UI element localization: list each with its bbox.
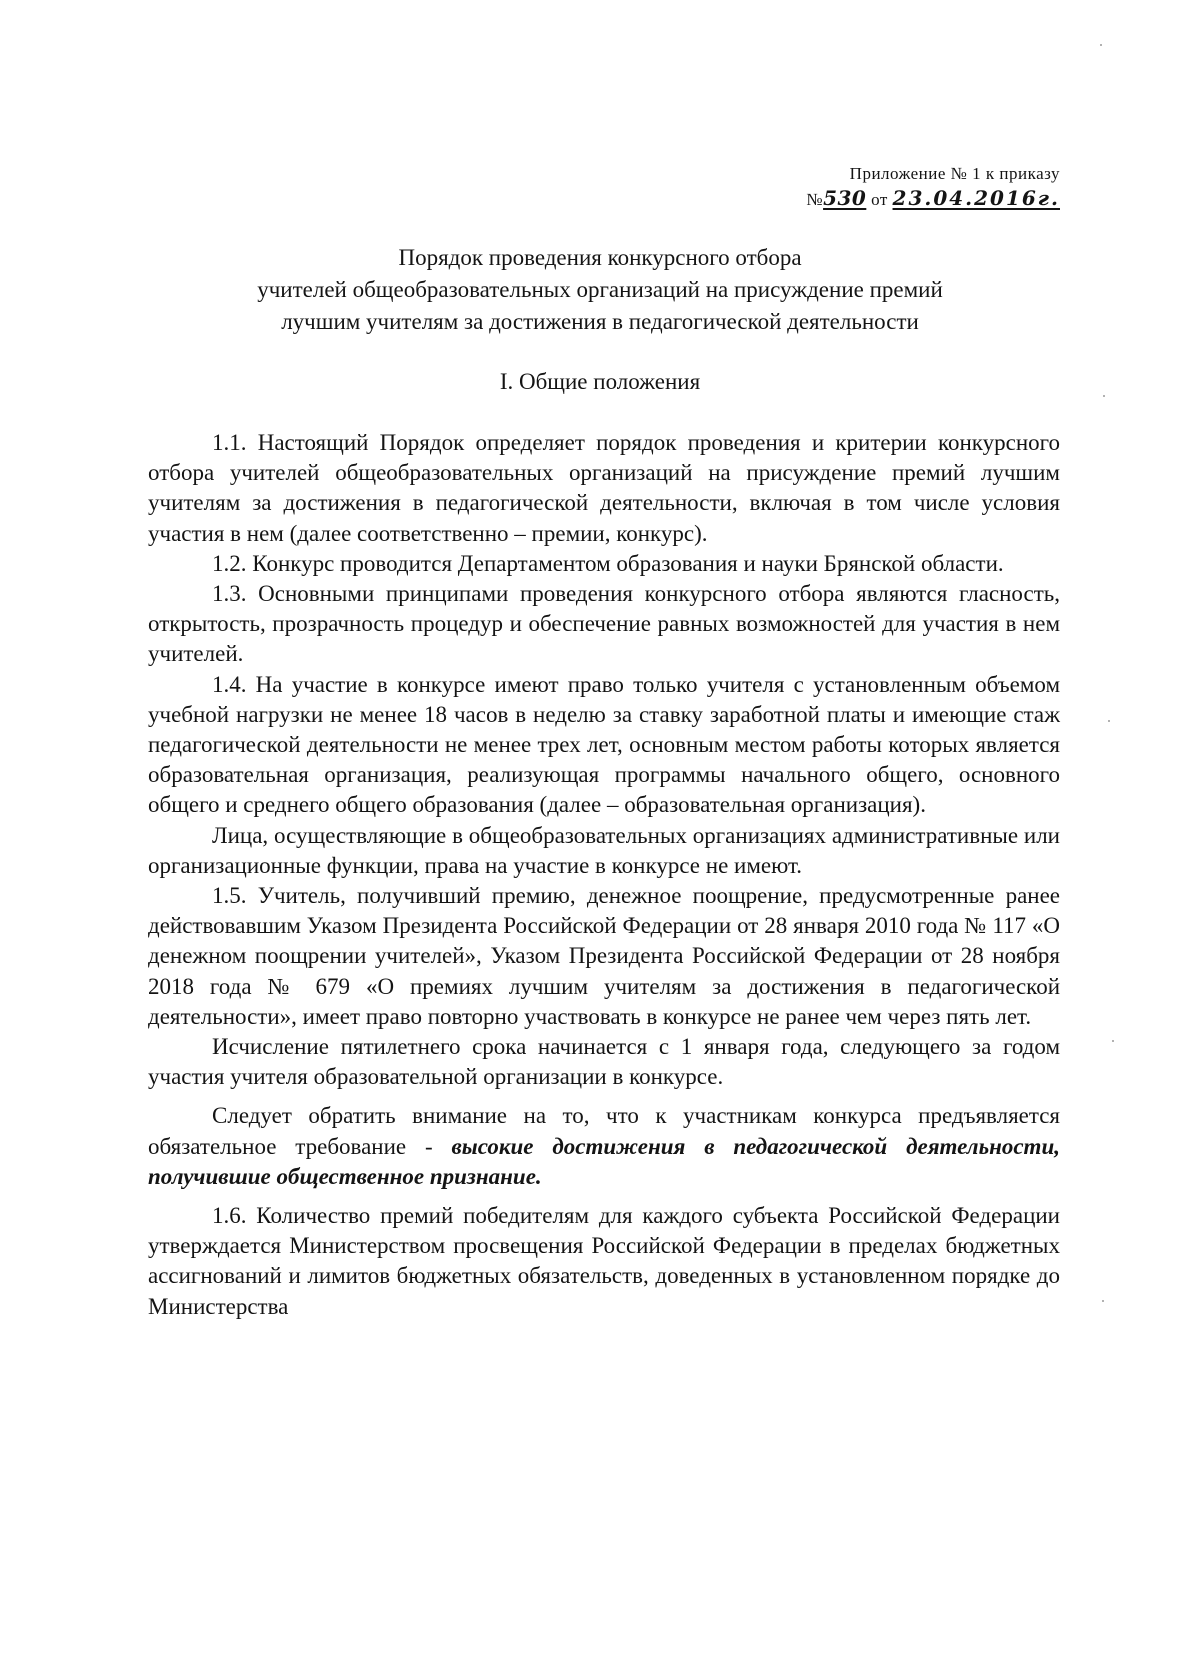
requirement-note-text: Следует обратить внимание на то, что к участникам конкурса предъявляется обязательное требование - — [148, 1103, 1060, 1159]
title-line-3: лучшим учителям за достижения в педагогической деятельности — [281, 309, 919, 334]
paragraph-1-5-note: Исчисление пятилетнего срока начинается с 1 января года, следующего за годом участия учителя образовательной организации в конкурсе. — [148, 1034, 1060, 1090]
requirement-note-emphasis: высокие достижения в педагогической деятельности, получившие общественное признание. — [148, 1133, 1060, 1189]
document-title — [60, 242, 1140, 338]
order-number: 530 — [823, 186, 867, 210]
paragraph-1-3: 1.3. Основными принципами проведения конкурсного отбора являются гласность, открытость, прозрачность процедур и обеспечение равных возможностей для участия в нем учителей. — [148, 581, 1060, 667]
order-reference — [700, 186, 1060, 212]
paragraph-1-5: 1.5. Учитель, получивший премию, денежное поощрение, предусмотренные ранее действовавшим Указом Президента Российской Федерации от 28 января 2010 года № 117 «О денежном поощрении учителей», Указом Президента Российской Федерации от 28 ноября 2018 года № 679 «О премиях лучшим учителям за достижения в педагогической деятельности», имеет право повторно участвовать в конкурсе не ранее чем через пять лет. — [148, 883, 1060, 1029]
scan-speck — [1103, 395, 1105, 397]
document-body — [148, 428, 1060, 1322]
order-date: 23.04.2016г. — [892, 186, 1060, 210]
title-line-1: Порядок проведения конкурсного отбора — [398, 245, 802, 270]
order-date-prefix: от — [871, 190, 888, 209]
order-number-prefix: № — [806, 190, 824, 209]
paragraph-1-1: 1.1. Настоящий Порядок определяет порядок проведения и критерии конкурсного отбора учителей общеобразовательных организаций на присуждение премий лучшим учителям за достижения в педагогической деятельности, включая в том числе условия участия в нем (далее соответственно – премии, конкурс). — [148, 430, 1060, 546]
annex-line: Приложение № 1 к приказу — [849, 164, 1060, 183]
scan-speck — [1108, 720, 1110, 722]
scan-speck — [1100, 44, 1102, 46]
paragraph-1-4-note: Лица, осуществляющие в общеобразовательных организациях административные или организационные функции, права на участие в конкурсе не имеют. — [148, 822, 1060, 878]
scan-speck — [1112, 1040, 1114, 1042]
requirement-note — [148, 1101, 1060, 1192]
paragraph-1-4: 1.4. На участие в конкурсе имеют право только учителя с установленным объемом учебной нагрузки не менее 18 часов в неделю за ставку заработной платы и имеющие стаж педагогической деятельности не менее трех лет, основным местом работы которых является образовательная организация, реализующая программы начального общего, основного общего и среднего общего образования (далее – образовательная организация). — [148, 671, 1060, 818]
paragraph-1-2: 1.2. Конкурс проводится Департаментом образования и науки Брянской области. — [212, 550, 1004, 576]
paragraph-1-6: 1.6. Количество премий победителям для каждого субъекта Российской Федерации утверждается Министерством просвещения Российской Федерации в пределах бюджетных ассигнований и лимитов бюджетных обязательств, доведенных в установленном порядке до Министерства — [148, 1203, 1060, 1319]
annex-header — [700, 162, 1060, 212]
section-heading: I. Общие положения — [499, 369, 701, 394]
title-line-2: учителей общеобразовательных организаций на присуждение премий — [257, 277, 943, 302]
scan-speck — [1102, 1300, 1104, 1302]
